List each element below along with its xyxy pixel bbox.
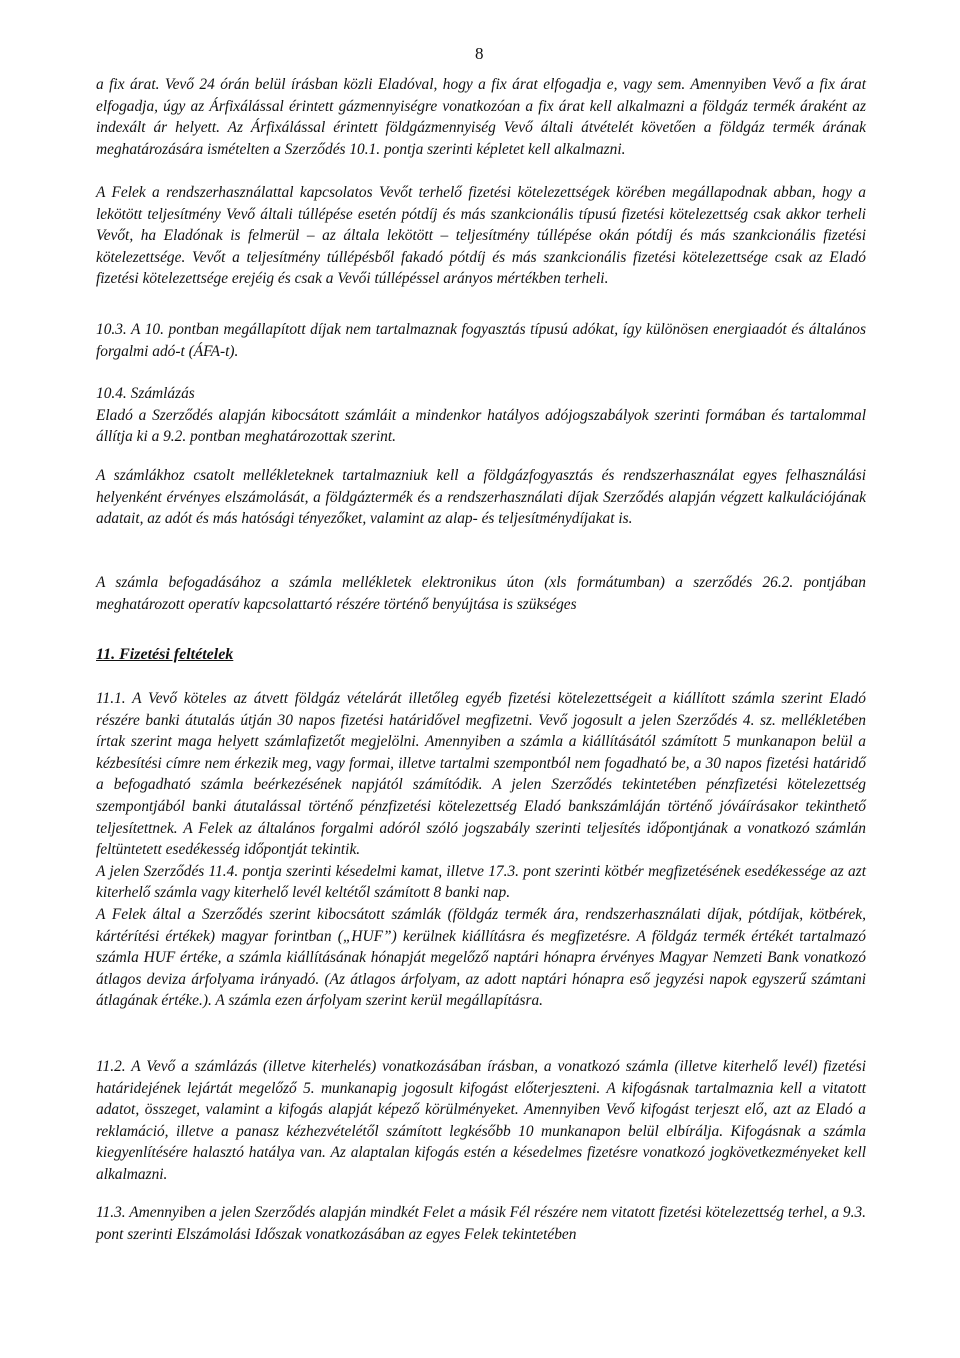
section-11-2: 11.2. A Vevő a számlázás (illetve kiterhelés) vonatkozásában írásban, a vonatkozó számla (illetve kiterhelő levél) fizetési határidejének lejártát megelőző 5. munkanapig jogosult kifogást előterjeszteni. A kifogásnak tartalmaznia kell a vitatott adatot, összeget, valamint a kifogás alapját képező körülményeket. Amennyiben Vevő kifogást terjeszt elő, azt az Eladó a reklamáció, illetve a panasz kézhezvételétől számított legkésőbb 10 munkanapon belül elbírálja. Kifogásnak a számla kiegyenlítésére halasztó hatálya van. Az alaptalan kifogás estén a késedelmes fizetésre vonatkozó jogkövetkezményeket kell alkalmazni. [96, 1058, 866, 1183]
section-10-4 [96, 383, 866, 448]
section-11-1-text-a: 11.1. A Vevő köteles az átvett földgáz vételárát illetőleg egyéb fizetési kötelezettségeit a kiállított számla szerint Eladó részére banki átutalás útján 30 napos fizetési határidővel megfizetni. Vevő jogosult a jelen Szerződés 4. sz. mellékletében írtak szerint maga helyett számlafizetőt megjelölni. Amennyiben a számla a kiállításától számított 5 munkanapon belül a kézbesítési címre nem érkezik meg, vagy formai, illetve tartalmi szempontból nem fogadható be, a 30 napos fizetési határidő a befogadható számla beérkezésének napjától számítódik. A jelen Szerződés tekintetében pénzfizetési kötelezettség szempontjából banki átutalással történő pénzfizetési kötelezettség Eladó bankszámláján történő jóváírásakor tekinthető teljesítettnek. A Felek az általános forgalmi adóról szóló jogszabály szerinti teljesítés időpontjának a vonatkozó számlán feltüntetett esedékesség időpontját tekintik. [96, 690, 866, 859]
section-10-4-text: Eladó a Szerződés alapján kibocsátott számláit a mindenkor hatályos adójogszabályok szerinti formában és tartalommal állítja ki a 9.2. pontban meghatározottak szerint. [96, 406, 866, 446]
section-11-1 [96, 688, 866, 1012]
page-number: 8 [475, 44, 484, 63]
section-11-1-text-b: A jelen Szerződés 11.4. pontja szerinti késedelmi kamat, illetve 17.3. pont szerinti kötbér megfizetésének esedékessége az azt kiterhelő számla vagy kiterhelő levél keltétől számított 8 banki nap. [96, 862, 866, 902]
paragraph-10-3: 10.3. A 10. pontban megállapított díjak nem tartalmaznak fogyasztás típusú adókat, így különösen energiaadót és általános forgalmi adó-t (ÁFA-t). [96, 321, 866, 360]
paragraph-invoice-acceptance: A számla befogadásához a számla mellékletek elektronikus úton (xls formátumban) a szerződés 26.2. pontjában meghatározott operatív kapcsolattartó részére történő benyújtása is szükséges [96, 574, 866, 613]
section-10-4-title: 10.4. Számlázás [96, 385, 195, 402]
section-11-1-text-c: A Felek által a Szerződés szerint kibocsátott számlák (földgáz termék ára, rendszerhasználati díjak, pótdíjak, kötbérek, kártérítési értékek) magyar forintban („HUF”) kerülnek kiállításra és megfizetésre. A földgáz termék értékét tartalmazó számla HUF értéke, a számla kiállításának hónapját megelőző naptári hónapra érvényes Magyar Nemzeti Bank vonatkozó átlagos deviza árfolyama irányadó. (Az átlagos árfolyam, az adott naptári hónapra eső jegyzési napok egyszerű számtani átlagának értéke.). A számla ezen árfolyam szerint kerül megállapításra. [96, 905, 866, 1010]
paragraph-invoice-attachments: A számlákhoz csatolt mellékleteknek tartalmazniuk kell a földgázfogyasztás és rendszerhasználat egyes felhasználási helyenként érvényes elszámolását, a földgáztermék és a rendszerhasználati díjak Szerződés alapján végzett kalkulációjának adatait, az adót és más hatósági tényezőket, valamint az alap- és teljesítménydíjakat is. [96, 467, 866, 528]
paragraph-fix-price: a fix árat. Vevő 24 órán belül írásban közli Eladóval, hogy a fix árat elfogadja e, vagy sem. Amennyiben Vevő a fix árat elfogadja, úgy az Árfixálással érintett gázmennyiségre vonatkozóan a fix árat kell alkalmazni a földgáz termék áraként az indexált ár helyett. Az Árfixálással érintett földgázmennyiség Vevő általi átvételét követően a földgáz termék árának meghatározására ismételten a Szerződés 10.1. pontja szerinti képletet kell alkalmazni. [96, 76, 866, 158]
section-heading-payment-terms: 11. Fizetési feltételek [96, 646, 234, 663]
paragraph-surcharge: A Felek a rendszerhasználattal kapcsolatos Vevőt terhelő fizetési kötelezettségek körében megállapodnak abban, hogy a lekötött teljesítmény Vevő általi túllépése esetén pótdíj és más szankcionális típusú fizetési kötelezettség csak akkor terheli Vevőt, ha Eladónak is felmerül – az általa lekötött – teljesítmény túllépése okán pótdíj és más szankcionális fizetési kötelezettsége. Vevőt a teljesítmény túllépésből fakadó pótdíj és más szankcionális fizetési kötelezettsége csak az Eladó fizetési kötelezettsége erejéig és csak a Vevői túllépéssel arányos mértékben terheli. [96, 184, 866, 288]
section-11-3: 11.3. Amennyiben a jelen Szerződés alapján mindkét Felet a másik Fél részére nem vitatott fizetési kötelezettség terhel, a 9.3. pont szerinti Elszámolási Időszak vonatkozásában az egyes Felek tekintetében [96, 1204, 866, 1243]
